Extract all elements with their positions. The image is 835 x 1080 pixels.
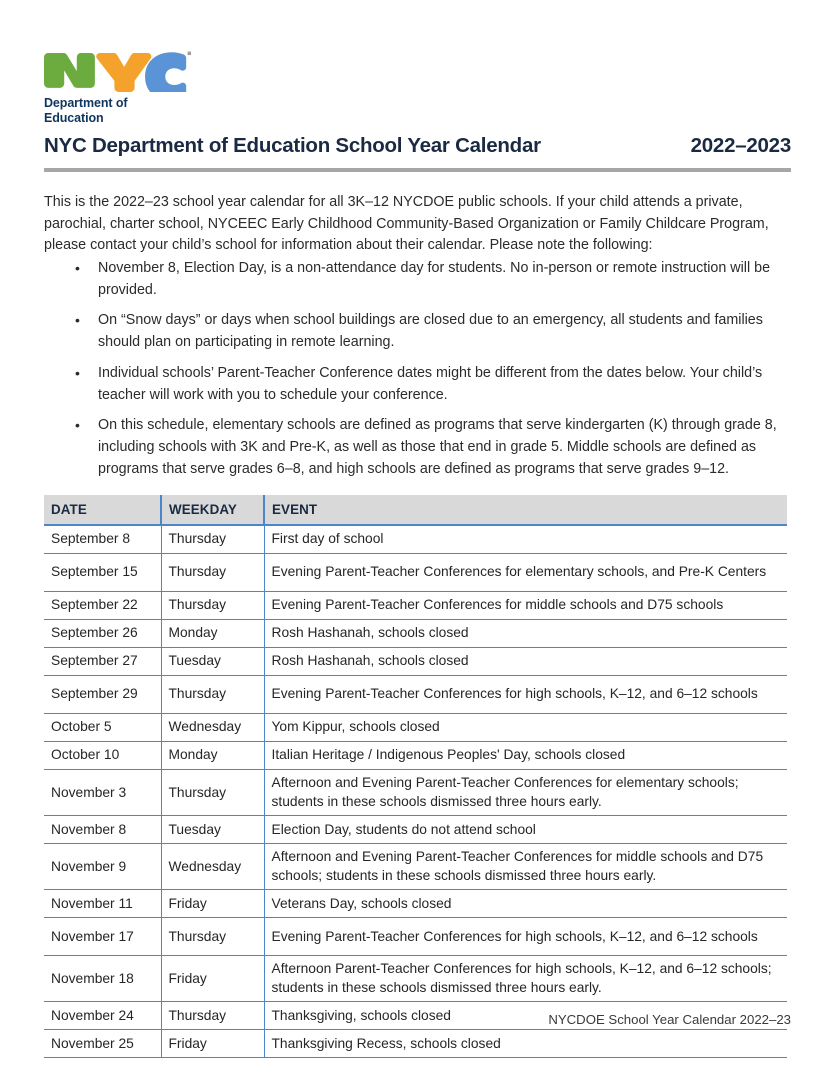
nyc-logo-icon xyxy=(44,46,204,92)
cell-event: Veterans Day, schools closed xyxy=(264,890,787,918)
cell-event: Evening Parent-Teacher Conferences for high schools, K–12, and 6–12 schools xyxy=(264,918,787,956)
school-year-label: 2022–2023 xyxy=(690,134,791,157)
cell-event: Evening Parent-Teacher Conferences for elementary schools, and Pre-K Centers xyxy=(264,554,787,592)
cell-date: November 8 xyxy=(44,816,161,844)
table-row xyxy=(44,592,787,620)
cell-date: September 29 xyxy=(44,676,161,714)
cell-weekday: Tuesday xyxy=(161,816,264,844)
cell-date: September 8 xyxy=(44,525,161,554)
cell-date: October 5 xyxy=(44,714,161,742)
cell-weekday: Monday xyxy=(161,742,264,770)
cell-date: November 18 xyxy=(44,956,161,1002)
cell-event: Rosh Hashanah, schools closed xyxy=(264,620,787,648)
list-item-text: Individual schools’ Parent-Teacher Conference dates might be different from the dates below. Your child’s teacher will work with you to schedule your conference. xyxy=(98,364,763,403)
list-item xyxy=(44,310,791,353)
bullet-icon: • xyxy=(75,364,80,381)
cell-event: Afternoon Parent-Teacher Conferences for high schools, K–12, and 6–12 schools; students in these schools dismissed three hours early. xyxy=(264,956,787,1002)
table-header-row xyxy=(44,495,787,525)
intro-paragraph: This is the 2022–23 school year calendar for all 3K–12 NYCDOE public schools. If your child attends a private, parochial, charter school, NYCEEC Early Childhood Community-Based Organization or Family Childcare Program, please contact your child’s school for information about their calendar. Please note the following: xyxy=(44,194,769,254)
cell-weekday: Wednesday xyxy=(161,844,264,890)
cell-weekday: Wednesday xyxy=(161,714,264,742)
cell-date: November 3 xyxy=(44,770,161,816)
cell-weekday: Thursday xyxy=(161,770,264,816)
cell-weekday: Thursday xyxy=(161,592,264,620)
list-item xyxy=(44,258,791,301)
table-row xyxy=(44,1030,787,1058)
notes-bullet-list xyxy=(44,258,791,489)
document-title-row xyxy=(44,134,791,158)
page-title: NYC Department of Education School Year Calendar xyxy=(44,134,541,157)
cell-weekday: Thursday xyxy=(161,525,264,554)
cell-weekday: Tuesday xyxy=(161,648,264,676)
calendar-table-head xyxy=(44,495,787,525)
cell-weekday: Friday xyxy=(161,956,264,1002)
logo-wordmark-line1: Department of xyxy=(44,96,128,110)
bullet-icon: • xyxy=(75,312,80,329)
table-row xyxy=(44,554,787,592)
table-row xyxy=(44,844,787,890)
cell-date: September 22 xyxy=(44,592,161,620)
table-row xyxy=(44,714,787,742)
column-header-event: EVENT xyxy=(264,495,787,525)
title-divider xyxy=(44,168,791,172)
cell-date: November 9 xyxy=(44,844,161,890)
table-row xyxy=(44,770,787,816)
cell-weekday: Friday xyxy=(161,1030,264,1058)
cell-date: November 25 xyxy=(44,1030,161,1058)
cell-date: September 27 xyxy=(44,648,161,676)
table-row xyxy=(44,676,787,714)
cell-event: Afternoon and Evening Parent-Teacher Conferences for middle schools and D75 schools; students in these schools dismissed three hours early. xyxy=(264,844,787,890)
cell-weekday: Monday xyxy=(161,620,264,648)
table-row xyxy=(44,525,787,554)
list-item-text: On this schedule, elementary schools are defined as programs that serve kindergarten (K) through grade 8, including schools with 3K and Pre-K, as well as those that end in grade 5. Middle schools are defined as programs that serve grades 6–8, and high schools are defined as programs that serve grades 9–12. xyxy=(98,417,777,477)
bullet-icon: • xyxy=(75,260,80,276)
calendar-table xyxy=(44,495,787,1058)
cell-weekday: Thursday xyxy=(161,676,264,714)
cell-event: Thanksgiving, schools closed xyxy=(264,1002,787,1030)
nyc-doe-logo xyxy=(44,46,204,126)
cell-date: November 24 xyxy=(44,1002,161,1030)
calendar-table-container xyxy=(44,495,787,1058)
logo-wordmark xyxy=(44,96,204,126)
cell-weekday: Thursday xyxy=(161,918,264,956)
list-item xyxy=(44,415,791,480)
cell-event: Evening Parent-Teacher Conferences for high schools, K–12, and 6–12 schools xyxy=(264,676,787,714)
list-item-text: On “Snow days” or days when school buildings are closed due to an emergency, all students and families should plan on participating in remote learning. xyxy=(98,312,763,351)
cell-date: October 10 xyxy=(44,742,161,770)
bullet-icon: • xyxy=(75,417,80,434)
column-header-weekday: WEEKDAY xyxy=(161,495,264,525)
cell-date: November 17 xyxy=(44,918,161,956)
table-row xyxy=(44,890,787,918)
cell-weekday: Thursday xyxy=(161,1002,264,1030)
calendar-table-body xyxy=(44,525,787,1058)
cell-date: September 15 xyxy=(44,554,161,592)
cell-event: Rosh Hashanah, schools closed xyxy=(264,648,787,676)
page-footer: NYCDOE School Year Calendar 2022–23 xyxy=(548,1012,791,1027)
table-row xyxy=(44,816,787,844)
column-header-date: DATE xyxy=(44,495,161,525)
cell-weekday: Thursday xyxy=(161,554,264,592)
cell-weekday: Friday xyxy=(161,890,264,918)
cell-event: First day of school xyxy=(264,525,787,554)
cell-event: Thanksgiving Recess, schools closed xyxy=(264,1030,787,1058)
cell-event: Afternoon and Evening Parent-Teacher Conferences for elementary schools; students in these schools dismissed three hours early. xyxy=(264,770,787,816)
table-row xyxy=(44,620,787,648)
table-row xyxy=(44,956,787,1002)
list-item-text: November 8, Election Day, is a non-attendance day for students. No in-person or remote instruction will be provided. xyxy=(98,260,771,298)
table-row xyxy=(44,918,787,956)
cell-date: September 26 xyxy=(44,620,161,648)
cell-event: Yom Kippur, schools closed xyxy=(264,714,787,742)
cell-date: November 11 xyxy=(44,890,161,918)
table-row xyxy=(44,648,787,676)
cell-event: Evening Parent-Teacher Conferences for middle schools and D75 schools xyxy=(264,592,787,620)
cell-event: Election Day, students do not attend school xyxy=(264,816,787,844)
table-row xyxy=(44,742,787,770)
list-item xyxy=(44,363,791,406)
cell-event: Italian Heritage / Indigenous Peoples' Day, schools closed xyxy=(264,742,787,770)
logo-wordmark-line2: Education xyxy=(44,110,104,125)
